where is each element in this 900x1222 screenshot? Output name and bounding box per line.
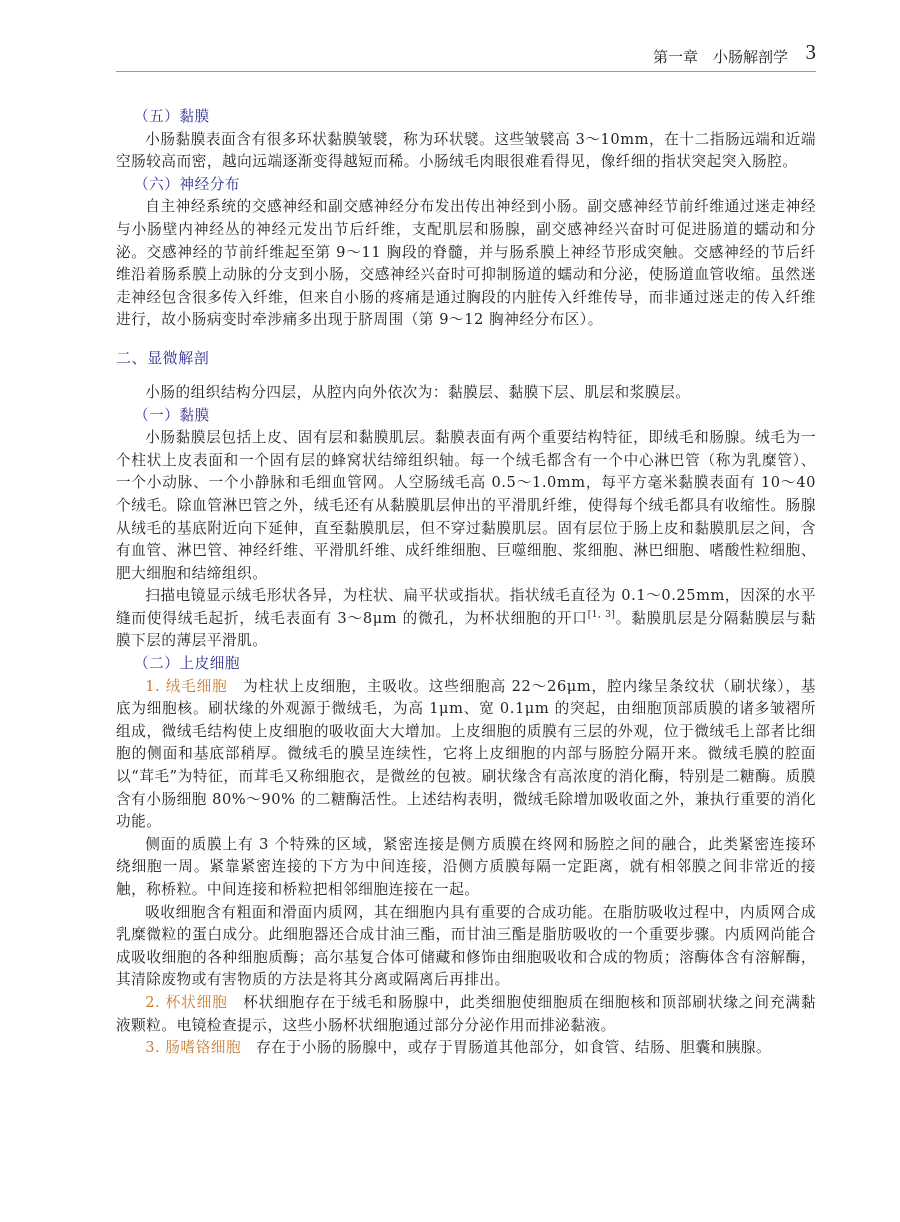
paragraph-er: 吸收细胞含有粗面和滑面内质网，其在细胞内具有重要的合成功能。在脂肪吸收过程中，内质网合成乳糜微粒的蛋白成分。此细胞器还合成甘油三酯，而甘油三酯是脂肪吸收的一个重要步骤。内质网尚能合成吸收细胞的各种细胞质酶；高尔基复合体可储藏和修饰由细胞吸收和合成的物质；溶酶体含有溶解酶，其清除废物或有害物质的方法是将其分离或隔离后再排出。 (116, 903, 816, 989)
item-text-enterochromaffin-cell: 存在于小肠的肠腺中，或存于胃肠道其他部分，如食管、结肠、胆囊和胰腺。 (241, 1039, 772, 1057)
item-label-enterochromaffin-cell: 3. 肠嗜铬细胞 (145, 1039, 242, 1057)
paragraph-mucosa-layer: 小肠黏膜层包括上皮、固有层和黏膜肌层。黏膜表面有两个重要结构特征，即绒毛和肠腺。绒毛为一个柱状上皮表面和一个固有层的蜂窝状结缔组织轴。每一个绒毛都含有一个中心淋巴管（称为乳糜管）、一个小动脉、一个小静脉和毛细血管网。人空肠绒毛高 0.5～1.0mm，每平方毫米黏膜表面有 10～40 个绒毛。除血管淋巴管之外，绒毛还有从黏膜肌层伸出的平滑肌纤维，使得每个绒毛都具有收缩性。肠腺从绒毛的基底附近向下延伸，直至黏膜肌层，但不穿过黏膜肌层。固有层位于肠上皮和黏膜肌层之间，含有血管、淋巴管、神经纤维、平滑肌纤维、成纤维细胞、巨噬细胞、浆细胞、淋巴细胞、嗜酸性粒细胞、肥大细胞和结缔组织。 (116, 429, 816, 582)
item-text-villus-cell: 为柱状上皮细胞，主吸收。这些细胞高 22～26μm，腔内缘呈条纹状（刷状缘），基底为细胞核。刷状缘的外观源于微绒毛，为高 1μm、宽 0.1μm 的突起，由细胞顶部质膜的诸多皱褶所组成，微绒毛结构使上皮细胞的吸收面大大增加。上皮细胞的质膜有三层的外观，位于微绒毛上部者比细胞的侧面和基底部稍厚。微绒毛的膜呈连续性，它将上皮细胞的内部与肠腔分隔开来。微绒毛膜的腔面以“茸毛”为特征，而茸毛又称细胞衣，是微丝的包被。刷状缘含有高浓度的消化酶，特别是二糖酶。质膜含有小肠细胞 80%～90% 的二糖酶活性。上述结构表明，微绒毛除增加吸收面之外，兼执行重要的消化功能。 (116, 677, 816, 831)
item-text-goblet-cell: 杯状细胞存在于绒毛和肠腺中，此类细胞使细胞质在细胞核和顶部刷状缘之间充满黏液颗粒。电镜检查提示，这些小肠杯状细胞通过部分分泌作用而排泌黏液。 (116, 993, 816, 1034)
paragraph-sem-text-b: 。黏膜肌层是分隔黏膜层与黏膜下层的薄层平滑肌。 (116, 609, 816, 650)
paragraph-sem (116, 585, 816, 653)
page-header (0, 38, 900, 72)
paragraph-enterochromaffin-cell (116, 1037, 816, 1060)
page-number: 3 (805, 40, 816, 64)
paragraph-sem-text-a: 扫描电镜显示绒毛形状各异，为柱状、扁平状或指状。指状绒毛直径为 0.1～0.25mm，因深的水平缝而使得绒毛起折，绒毛表面有 3～8μm 的微孔，为杯状细胞的开口 (116, 587, 816, 627)
page-body (116, 106, 816, 1060)
section-heading-nerve: （六）神经分布 (134, 175, 241, 193)
item-label-goblet-cell: 2. 杯状细胞 (145, 993, 228, 1011)
item-label-villus-cell: 1. 绒毛细胞 (145, 677, 228, 695)
paragraph-intro: 小肠的组织结构分四层，从腔内向外依次为：黏膜层、黏膜下层、肌层和浆膜层。 (145, 383, 691, 401)
chapter-section-heading: 二、显微解剖 (116, 348, 210, 367)
chapter-title: 第一章 小肠解剖学 (652, 48, 788, 66)
header-divider (116, 71, 816, 72)
citation-ref: [1, 3] (587, 610, 616, 621)
paragraph-goblet-cell (116, 992, 816, 1037)
paragraph-mucosa: 小肠黏膜表面含有很多环状黏膜皱襞，称为环状襞。这些皱襞高 3～10mm，在十二指肠远端和近端空肠较高而密，越向远端逐渐变得越短而稀。小肠绒毛肉眼很难看得见，像纤细的指状突起突入肠腔。 (116, 130, 816, 171)
paragraph-junctions: 侧面的质膜上有 3 个特殊的区域，紧密连接是侧方质膜在终网和肠腔之间的融合，此类紧密连接环绕细胞一周。紧靠紧密连接的下方为中间连接，沿侧方质膜每隔一定距离，就有相邻膜之间非常近的接触，称桥粒。中间连接和桥粒把相邻细胞连接在一起。 (116, 835, 816, 898)
paragraph-villus-cell (116, 676, 816, 834)
subsection-heading-mucosa: （一）黏膜 (134, 406, 210, 424)
subsection-heading-epithelium: （二）上皮细胞 (134, 655, 241, 673)
paragraph-nerve: 自主神经系统的交感神经和副交感神经分布发出传出神经到小肠。副交感神经节前纤维通过迷走神经与小肠壁内神经丛的神经元发出节后纤维，支配肌层和肠腺，副交感神经兴奋时可促进肠道的蠕动和分泌。交感神经的节前纤维起至第 9～11 胸段的脊髓，并与肠系膜上神经节形成突触。交感神经的节后纤维沿着肠系膜上动脉的分支到小肠，交感神经兴奋时可抑制肠道的蠕动和分泌，使肠道血管收缩。虽然迷走神经包含很多传入纤维，但来自小肠的疼痛是通过胸段的内脏传入纤维传导，而非通过迷走的传入纤维进行，故小肠病变时牵涉痛多出现于脐周围（第 9～12 胸神经分布区）。 (116, 198, 816, 329)
section-heading-mucosa: （五）黏膜 (134, 108, 210, 125)
